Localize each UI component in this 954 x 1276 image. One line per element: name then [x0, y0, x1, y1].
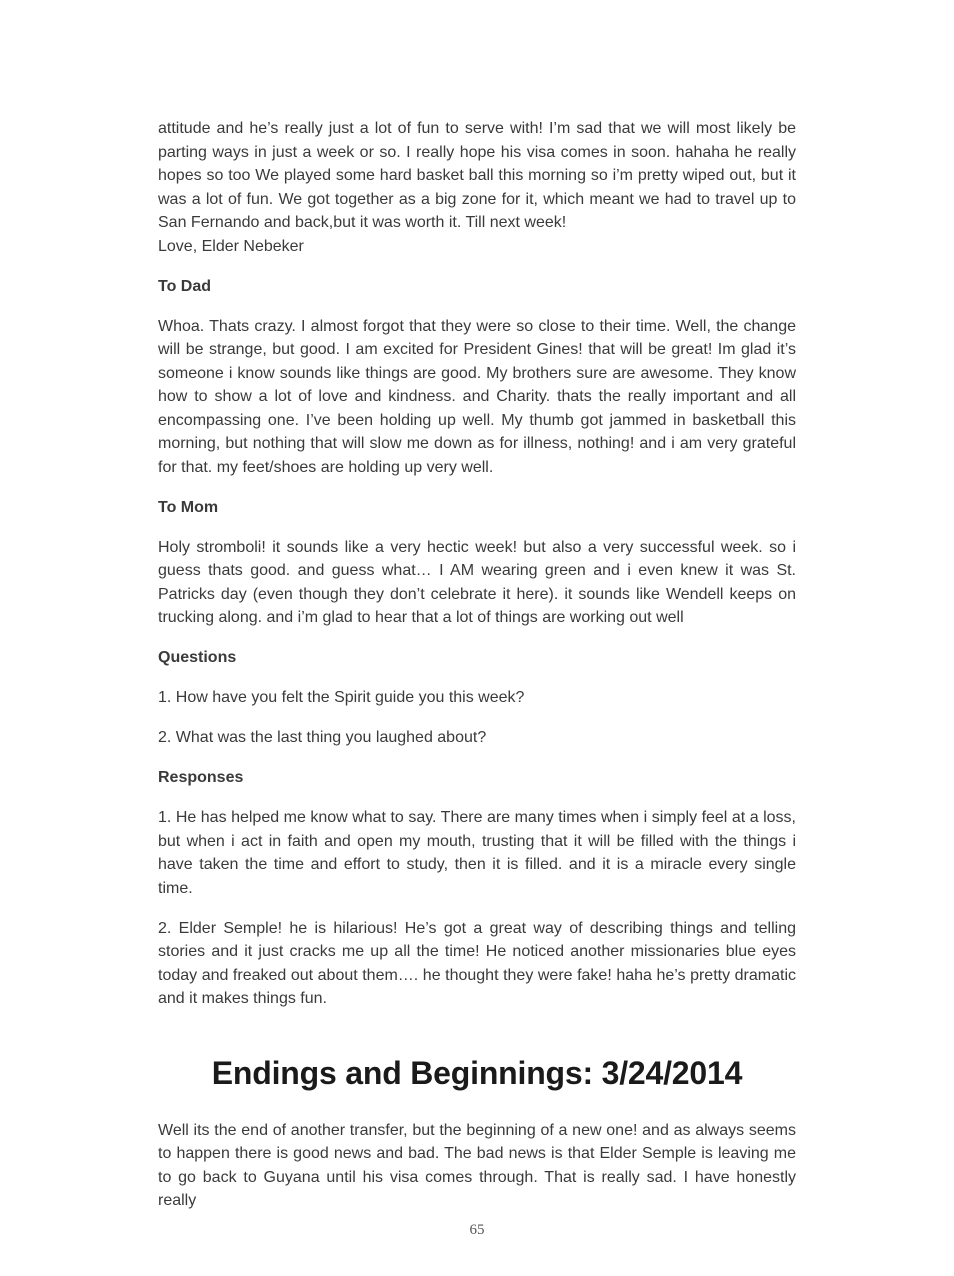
questions-heading: Questions [158, 649, 237, 666]
response-item: 1. He has helped me know what to say. There are many times when i simply feel at a loss, but when i act in faith and open my mouth, trusting that it will be filled with the things i have taken the time and effort to study, then it is filled. and it is a miracle every single time. [158, 809, 796, 897]
responses-heading: Responses [158, 769, 244, 786]
response-item: 2. Elder Semple! he is hilarious! He’s got a great way of describing things and telling stories and it just cracks me up all the time! He noticed another missionaries blue eyes today and freaked out about them…. he thought they were fake! haha he’s pretty dramatic and it makes things fun. [158, 919, 796, 1007]
signoff: Love, Elder Nebeker [158, 237, 304, 255]
intro-paragraph: attitude and he’s really just a lot of fun to serve with! I’m sad that we will most likely be parting ways in just a week or so. I really hope his visa comes in soon. hahaha he really hopes so too We played some hard basket ball this morning so i’m pretty wiped out, but it was a lot of fun. We got together as a big zone for it, which meant we had to travel up to San Fernando and back,but it was worth it. Till next week! [158, 120, 796, 231]
section-paragraph: Well its the end of another transfer, but the beginning of a new one! and as always seems to happen there is good news and bad. The bad news is that Elder Semple is leaving me to go back to Guyana until his visa comes through. That is really sad. I have honestly really [158, 1121, 796, 1209]
to-mom-paragraph: Holy stromboli! it sounds like a very hectic week! but also a very successful week. so i guess thats good. and guess what… I AM wearing green and i even knew it was St. Patricks day (even though they don’t celebrate it here). it sounds like Wendell keeps on trucking along. and i’m glad to hear that a lot of things are working out well [158, 538, 796, 626]
page-number: 65 [469, 1222, 485, 1238]
page-content [158, 117, 796, 1229]
to-dad-heading: To Dad [158, 277, 212, 295]
to-dad-paragraph: Whoa. Thats crazy. I almost forgot that they were so close to their time. Well, the change will be strange, but good. I am excited for President Gines! that will be great! Im glad it’s someone i know sounds like things are good. My brothers sure are awesome. They know how to show a lot of love and kindness. and Charity. thats the really important and all encompassing one. I’ve been holding up well. My thumb got jammed in basketball this morning, but nothing that will slow me down as for illness, nothing! and i am very grateful for that. my feet/shoes are holding up very well. [158, 317, 796, 476]
to-mom-heading: To Mom [158, 498, 219, 516]
question-item: 1. How have you felt the Spirit guide you this week? [158, 689, 525, 706]
question-item: 2. What was the last thing you laughed about? [158, 729, 487, 746]
section-title: Endings and Beginnings: 3/24/2014 [211, 1054, 743, 1091]
